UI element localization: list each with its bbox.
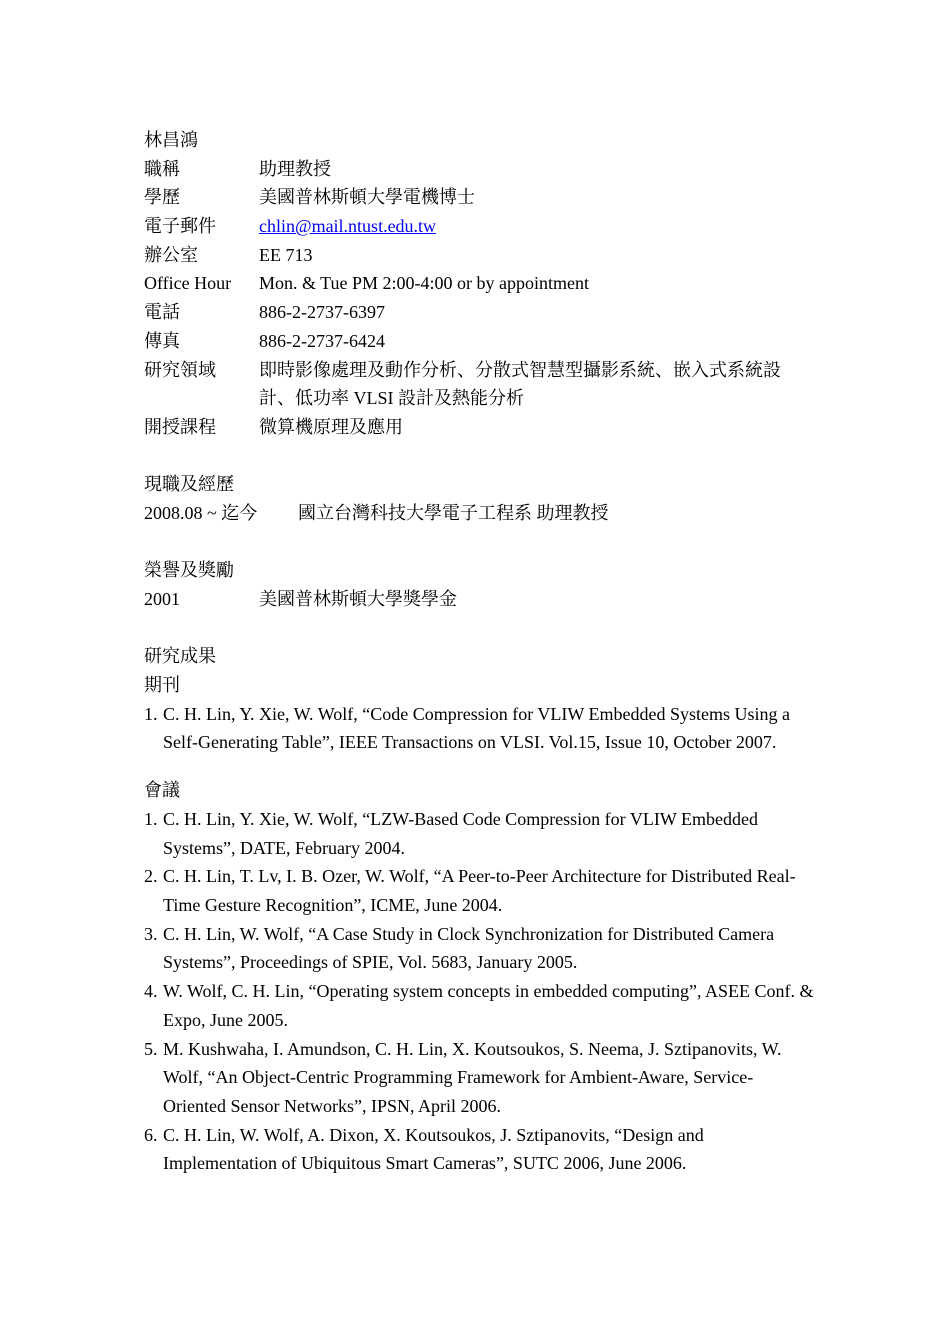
- profile-row-phone: [144, 298, 814, 327]
- profile-value: 886-2-2737-6424: [259, 330, 385, 351]
- experience-desc: 國立台灣科技大學電子工程系 助理教授: [298, 502, 609, 523]
- list-item-text: C. H. Lin, Y. Xie, W. Wolf, “Code Compression for VLIW Embedded Systems Using a Self-Generating Table”, IEEE Transactions on VLSI. Vol.15, Issue 10, October 2007.: [163, 703, 791, 753]
- profile-label: 辦公室: [144, 244, 198, 265]
- list-item: [144, 920, 814, 977]
- honors-year: 2001: [144, 589, 180, 610]
- conferences-list: [144, 805, 814, 1178]
- profile-label: 開授課程: [144, 416, 216, 437]
- profile-row-fax: [144, 327, 814, 356]
- document-page: [144, 126, 814, 1178]
- profile-label: 傳真: [144, 330, 180, 351]
- experience-item: [144, 499, 814, 528]
- profile-label: 研究領域: [144, 359, 216, 380]
- profile-label: 學歷: [144, 187, 180, 208]
- profile-value: 微算機原理及應用: [259, 416, 403, 437]
- list-item-number: 1.: [144, 808, 158, 829]
- profile-row-research-area: [144, 356, 814, 413]
- profile-value: 美國普林斯頓大學電機博士: [259, 187, 475, 208]
- journals-list: [144, 700, 814, 757]
- list-item-number: 2.: [144, 866, 158, 887]
- list-item-text: C. H. Lin, W. Wolf, “A Case Study in Clock Synchronization for Distributed Camera Systems”, Proceedings of SPIE, Vol. 5683, January 2005.: [163, 923, 775, 973]
- list-item: [144, 1035, 814, 1121]
- list-item: [144, 805, 814, 862]
- list-item-number: 4.: [144, 981, 158, 1002]
- profile-row-education: [144, 183, 814, 212]
- list-item-text: M. Kushwaha, I. Amundson, C. H. Lin, X. Koutsoukos, S. Neema, J. Sztipanovits, W. Wolf, “An Object-Centric Programming Framework for Ambient-Aware, Service-Oriented Sensor Networks”, IPSN, April 2006.: [163, 1038, 782, 1116]
- profile-row-office-hour: [144, 269, 814, 298]
- email-link[interactable]: chlin@mail.ntust.edu.tw: [259, 216, 437, 237]
- profile-row-title: [144, 155, 814, 184]
- list-item-number: 6.: [144, 1124, 158, 1145]
- profile-label: 電子郵件: [144, 216, 216, 237]
- profile-label: Office Hour: [144, 273, 232, 294]
- honors-item: [144, 585, 814, 614]
- list-item-text: C. H. Lin, W. Wolf, A. Dixon, X. Koutsoukos, J. Sztipanovits, “Design and Implementation of Ubiquitous Smart Cameras”, SUTC 2006, June 2006.: [163, 1124, 704, 1174]
- research-heading: 研究成果: [144, 646, 216, 667]
- profile-label: 電話: [144, 302, 180, 323]
- profile-label: 職稱: [144, 158, 180, 179]
- list-item-text: C. H. Lin, T. Lv, I. B. Ozer, W. Wolf, “A Peer-to-Peer Architecture for Distributed Real-Time Gesture Recognition”, ICME, June 2004.: [163, 866, 796, 915]
- person-name: 林昌鴻: [144, 130, 198, 150]
- profile-value: Mon. & Tue PM 2:00-4:00 or by appointment: [259, 273, 590, 294]
- conferences-heading: 會議: [144, 780, 180, 801]
- profile-value: 886-2-2737-6397: [259, 302, 385, 323]
- list-item: [144, 1121, 814, 1178]
- list-item-number: 3.: [144, 923, 158, 944]
- list-item: [144, 862, 814, 919]
- honors-desc: 美國普林斯頓大學獎學金: [259, 589, 457, 610]
- list-item: [144, 977, 814, 1034]
- profile-value: 助理教授: [259, 158, 331, 179]
- list-item-number: 5.: [144, 1038, 158, 1059]
- journals-heading: 期刊: [144, 675, 180, 696]
- list-item-text: W. Wolf, C. H. Lin, “Operating system concepts in embedded computing”, ASEE Conf. & Expo, June 2005.: [163, 981, 814, 1030]
- list-item-number: 1.: [144, 703, 158, 724]
- profile-row-email: [144, 212, 814, 241]
- experience-heading: 現職及經歷: [144, 474, 234, 495]
- profile-row-courses: [144, 413, 814, 442]
- list-item-text: C. H. Lin, Y. Xie, W. Wolf, “LZW-Based Code Compression for VLIW Embedded Systems”, DATE, February 2004.: [163, 808, 758, 858]
- experience-date: 2008.08 ~ 迄今: [144, 502, 258, 523]
- list-item: [144, 700, 814, 757]
- honors-heading: 榮譽及獎勵: [144, 560, 234, 581]
- profile-value: 即時影像處理及動作分析、分散式智慧型攝影系統、嵌入式系統設計、低功率 VLSI 設計及熱能分析: [259, 359, 781, 409]
- profile-value: EE 713: [259, 244, 313, 265]
- profile-row-office: [144, 241, 814, 270]
